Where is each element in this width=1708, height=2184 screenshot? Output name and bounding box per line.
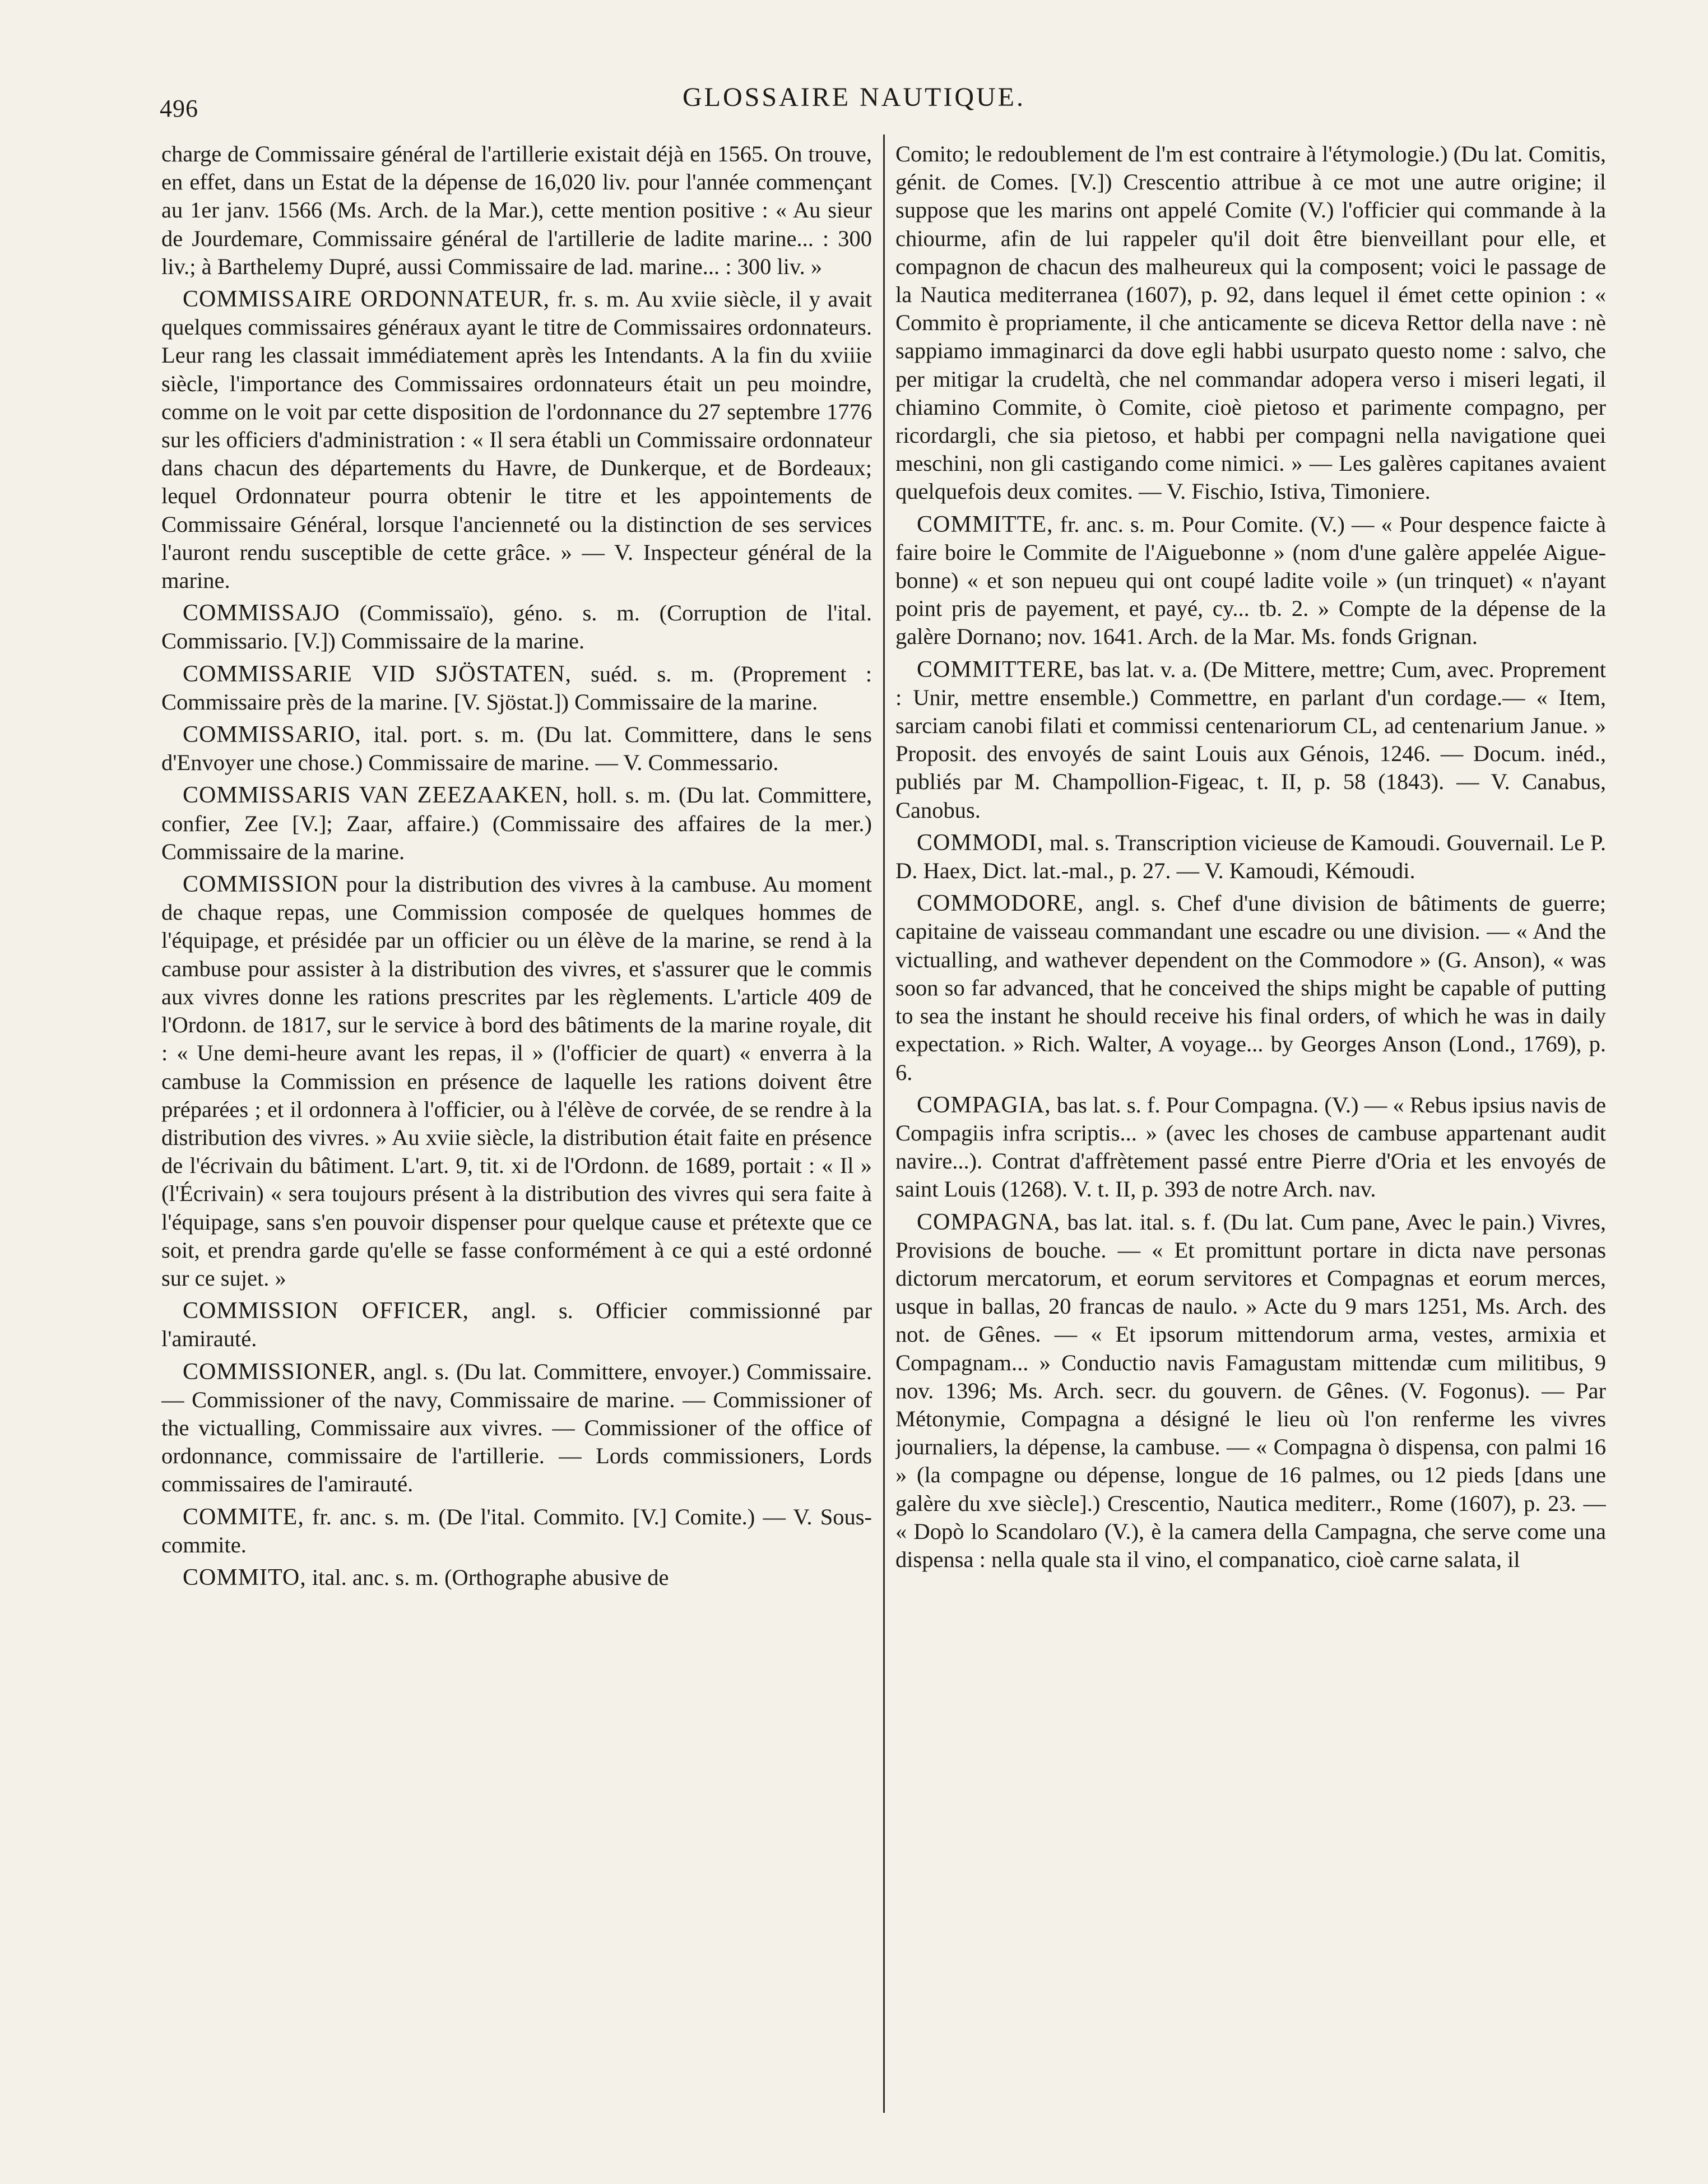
entry-headword: COMPAGNA,: [917, 1209, 1061, 1235]
dictionary-entry: [161, 660, 872, 716]
dictionary-entry: [161, 1503, 872, 1559]
dictionary-entry: [895, 829, 1606, 885]
dictionary-entry: [895, 1091, 1606, 1204]
page-title: GLOSSAIRE NAUTIQUE.: [683, 82, 1025, 112]
dictionary-entry: [895, 889, 1606, 1086]
dictionary-entry: [161, 1297, 872, 1353]
entry-text: mal. s. Transcription vicieuse de Kamoudi. Gouvernail. Le P. D. Haex, Dict. lat.-mal., p. 27. — V. Kamoudi, Kémoudi.: [895, 829, 1606, 884]
entry-text: charge de Commissaire général de l'artillerie existait déjà en 1565. On trouve, en effet, dans un Estat de la dépense de 16,020 liv. pour l'année commençant au 1er janv. 1566 (Ms. Arch. de la Mar.), cette mention positive : « Au sieur de Jourdemare, Commissaire général de l'artillerie de ladite marine... : 300 liv.; à Barthelemy Dupré, aussi Commissaire de lad. marine... : 300 liv. »: [161, 141, 872, 279]
entry-headword: COMMISSARIO,: [183, 722, 361, 748]
entry-headword: COMMISSAIRE ORDONNATEUR,: [183, 286, 550, 313]
entry-headword: COMMISSION: [183, 871, 339, 898]
entry-text: fr. anc. s. m. (De l'ital. Commito. [V.] Comite.) — V. Sous-commite.: [161, 1504, 872, 1557]
entry-text: fr. anc. s. m. Pour Comite. (V.) — « Pour despence faicte à faire boire le Commite de l'Aiguebonne » (nom d'une galère appelée Aigue-bonne) « et son nepueu qui ont coupé ladite voile » (un trinquet) « n'ayant point pris de payement, et payé, cy... tb. 2. » Compte de la dépense de la galère Dornano; nov. 1641. Arch. de la Mar. Ms. fonds Grignan.: [895, 511, 1606, 650]
dictionary-entry: [895, 511, 1606, 651]
page-number: 496: [160, 95, 198, 122]
dictionary-entry: [895, 656, 1606, 824]
entry-headword: COMMITTE,: [917, 511, 1053, 537]
entry-headword: COMMISSAJO: [183, 600, 340, 627]
entry-headword: COMMISSARIE VID SJÖSTATEN,: [183, 661, 572, 687]
dictionary-entry: [161, 140, 872, 281]
right-column: [895, 140, 1606, 2113]
entry-text: bas lat. ital. s. f. (Du lat. Cum pane, Avec le pain.) Vivres, Provisions de bouche. — « Et promittunt portare in dicta nave personas dictorum mercatorum, et eorum servitores et Compagnas et eorum merces, usque in ballas, 20 francas de naulo. » Acte du 9 mars 1251, Ms. Arch. des not. de Gênes. — « Et ipsorum mittendorum arma, vestes, armixia et Compagnam... » Conductio navis Famagustam mittendæ cum militibus, 9 nov. 1396; Ms. Arch. secr. du gouvern. de Gênes. (V. Fogonus). — Par Métonymie, Compagna a désigné le lieu où l'on renferme les vivres journaliers, la dépense, la cambuse. — « Compagna ò dispensa, con palmi 16 » (la compagne ou dépense, longue de 16 palmes, ou 12 pieds [dans une galère du xve siècle].) Crescentio, Nautica mediterr., Rome (1607), p. 23. — « Dopò lo Scandolaro (V.), è la camera della Campagna, che serve come una dispensa : nella quale sta il vino, el companatico, cioè carne salata, il: [895, 1209, 1606, 1572]
entry-text: pour la distribution des vivres à la cambuse. Au moment de chaque repas, une Commission composée de quelques hommes de l'équipage, et présidée par un officier ou un élève de la marine, se rend à la cambuse pour assister à la distribution des vivres, et s'assurer que le commis aux vivres donne les rations prescrites par les règlements. L'article 409 de l'Ordonn. de 1817, sur le service à bord des bâtiments de la marine royale, dit : « Une demi-heure avant les repas, il » (l'officier de quart) « enverra à la cambuse la Commission en présence de laquelle les rations doivent être préparées ; et il ordonnera à l'officier, ou à l'élève de corvée, de se rendre à la distribution des vivres. » Au xviie siècle, la distribution était faite en présence de l'écrivain du bâtiment. L'art. 9, tit. xi de l'Ordonn. de 1689, portait : « Il » (l'Écrivain) « sera toujours présent à la distribution des vivres qui sera faite à l'équipage, sans s'en pouvoir dispenser pour quelque cause et prétexte que ce soit, et prendra garde qu'elle se fasse conformément à ce qui a esté ordonné sur ce sujet. »: [161, 871, 872, 1291]
dictionary-entry: [895, 1208, 1606, 1574]
entry-headword: COMMODI,: [917, 829, 1044, 856]
entry-text: angl. s. (Du lat. Committere, envoyer.) Commissaire. — Commissioner of the navy, Commissaire de marine. — Commissioner of the victualling, Commissaire aux vivres. — Commissioner of the office of ordonnance, commissaire de l'artillerie. — Lords commissioners, Lords commissaires de l'amirauté.: [161, 1358, 872, 1497]
entry-text: Comito; le redoublement de l'm est contraire à l'étymologie.) (Du lat. Comitis, génit. de Comes. [V.]) Crescentio attribue à ce mot une autre origine; il suppose que les marins ont appelé Comite (V.) l'officier qui commande à la chiourme, afin de lui rappeler qu'il doit être bienveillant pour elle, et compagnon de chacun des malheureux qui la composent; voici le passage de la Nautica mediterranea (1607), p. 92, dans lequel il émet cette opinion : « Commito è propriamente, il che anticamente se diceva Rettor della nave : nè sappiamo immaginarci da dove egli habbi usurpato questo nome : salvo, che per mitigar la crudeltà, che nel commandar adopera verso i miseri legati, il chiamino Commite, ò Comite, cioè pietoso et parimente compagno, per ricordargli, che sia pietoso, et habbi per compagni nella navigatione quei meschini, non gli castigando come nimici. » — Les galères capitanes avaient quelquefois deux comites. — V. Fischio, Istiva, Timoniere.: [895, 141, 1606, 504]
entry-headword: COMMITO,: [183, 1564, 307, 1591]
entry-text: ital. port. s. m. (Du lat. Committere, dans le sens d'Envoyer une chose.) Commissaire de marine. — V. Commessario.: [161, 722, 872, 776]
entry-text: bas lat. v. a. (De Mittere, mettre; Cum, avec. Proprement : Unir, mettre ensemble.) Commettre, en parlant d'un cordage.— « Item, sarciam canobi filati et commissi centenariorum CL, ad centenarium Janue. » Proposit. des envoyés de saint Louis aux Génois, 1246. — Docum. inéd., publiés par M. Champollion-Figeac, t. II, p. 58 (1843). — V. Canabus, Canobus.: [895, 656, 1606, 823]
dictionary-entry: [161, 870, 872, 1292]
entry-headword: COMMISSION OFFICER,: [183, 1298, 470, 1324]
entry-headword: COMMISSARIS VAN ZEEZAAKEN,: [183, 782, 569, 809]
dictionary-entry: [161, 599, 872, 655]
dictionary-entry: [161, 721, 872, 777]
entry-text: (Commissaïo), géno. s. m. (Corruption de l'ital. Commissario. [V.]) Commissaire de la marine.: [161, 600, 872, 654]
dictionary-entry: [161, 781, 872, 866]
entry-text: ital. anc. s. m. (Orthographe abusive de: [306, 1564, 669, 1590]
entry-headword: COMMITE,: [183, 1504, 304, 1530]
entry-text: suéd. s. m. (Proprement : Commissaire près de la marine. [V. Sjöstat.]) Commissaire de la marine.: [161, 661, 872, 715]
entry-headword: COMMITTERE,: [917, 656, 1085, 683]
entry-headword: COMMODORE,: [917, 891, 1084, 917]
entry-headword: COMMISSIONER,: [183, 1358, 377, 1385]
column-divider: [883, 135, 885, 2113]
entry-text: fr. s. m. Au xviie siècle, il y avait quelques commissaires généraux ayant le titre de Commissaires ordonnateurs. Leur rang les classait immédiatement après les Intendants. A la fin du xviiie siècle, l'importance des Commissaires ordonnateurs était un peu moindre, comme on le voit par cette disposition de l'ordonnance du 27 septembre 1776 sur les officiers d'administration : « Il sera établi un Commissaire ordonnateur dans chacun des départements du Havre, de Dunkerque, et de Bordeaux; lequel Ordonnateur pourra obtenir le titre et les appointements de Commissaire Général, lorsque l'ancienneté ou la distinction de ses services l'auront rendu susceptible de cette grâce. » — V. Inspecteur général de la marine.: [161, 286, 872, 593]
dictionary-entry: [895, 140, 1606, 506]
left-column: [161, 140, 872, 2113]
dictionary-entry: [161, 285, 872, 595]
dictionary-entry: [161, 1564, 872, 1592]
entry-text: angl. s. Chef d'une division de bâtiments de guerre; capitaine de vaisseau commandant une escadre ou une division. — « And the victualling, and wathever dependent on the Commodore » (G. Anson), « was soon so far advanced, that he conceived the ships might be capable of putting to sea the instant he should receive his final orders, of which he was in daily expectation. » Rich. Walter, A voyage... by Georges Anson (Lond., 1769), p. 6.: [895, 891, 1606, 1085]
entry-text: holl. s. m. (Du lat. Committere, confier, Zee [V.]; Zaar, affaire.) (Commissaire des affaires de la mer.) Commissaire de la marine.: [161, 782, 872, 864]
entry-headword: COMPAGIA,: [917, 1092, 1051, 1118]
dictionary-entry: [161, 1358, 872, 1499]
entry-text: angl. s. Officier commissionné par l'amirauté.: [161, 1298, 872, 1352]
entry-text: bas lat. s. f. Pour Compagna. (V.) — « Rebus ipsius navis de Compagiis infra scriptis... » (avec les choses de cambuse appartenant audit navire...). Contrat d'affrètement passé entre Pierre d'Oria et les envoyés de saint Louis (1268). V. t. II, p. 393 de notre Arch. nav.: [895, 1092, 1606, 1202]
